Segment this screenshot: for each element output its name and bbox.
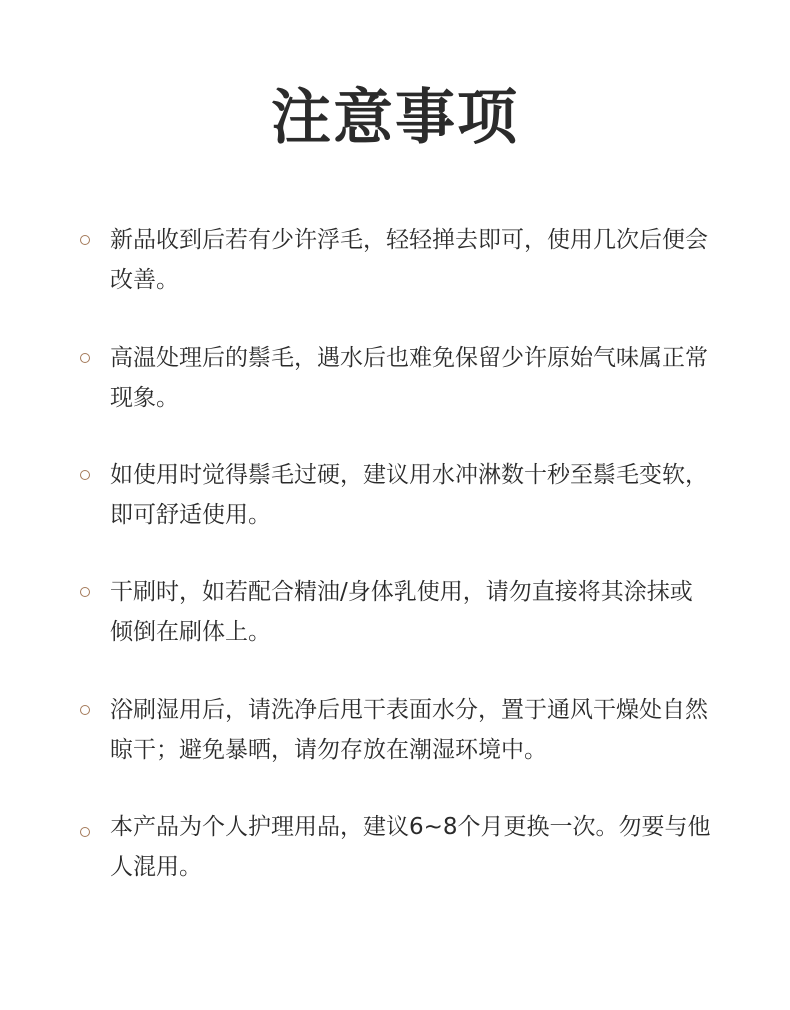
circle-bullet-icon (80, 353, 90, 363)
note-text: 浴刷湿用后，请洗净后甩干表面水分，置于通风干燥处自然晾干；避免暴晒，请勿存放在潮湿环境中。 (110, 697, 708, 763)
circle-bullet-icon (80, 827, 90, 837)
circle-bullet-icon (80, 470, 90, 480)
page-title: 注意事项 (271, 83, 519, 153)
circle-bullet-icon (80, 705, 90, 715)
circle-bullet-icon (80, 235, 90, 245)
note-text: 新品收到后若有少许浮毛，轻轻掸去即可，使用几次后便会改善。 (110, 227, 708, 293)
circle-bullet-icon (80, 587, 90, 597)
note-text: 本产品为个人护理用品，建议6~8个月更换一次。勿要与他人混用。 (110, 814, 711, 880)
note-text: 高温处理后的鬃毛，遇水后也难免保留少许原始气味属正常现象。 (110, 345, 708, 411)
note-text: 如使用时觉得鬃毛过硬，建议用水冲淋数十秒至鬃毛变软，即可舒适使用。 (110, 462, 708, 528)
note-text: 干刷时，如若配合精油/身体乳使用，请勿直接将其涂抹或倾倒在刷体上。 (110, 579, 693, 645)
